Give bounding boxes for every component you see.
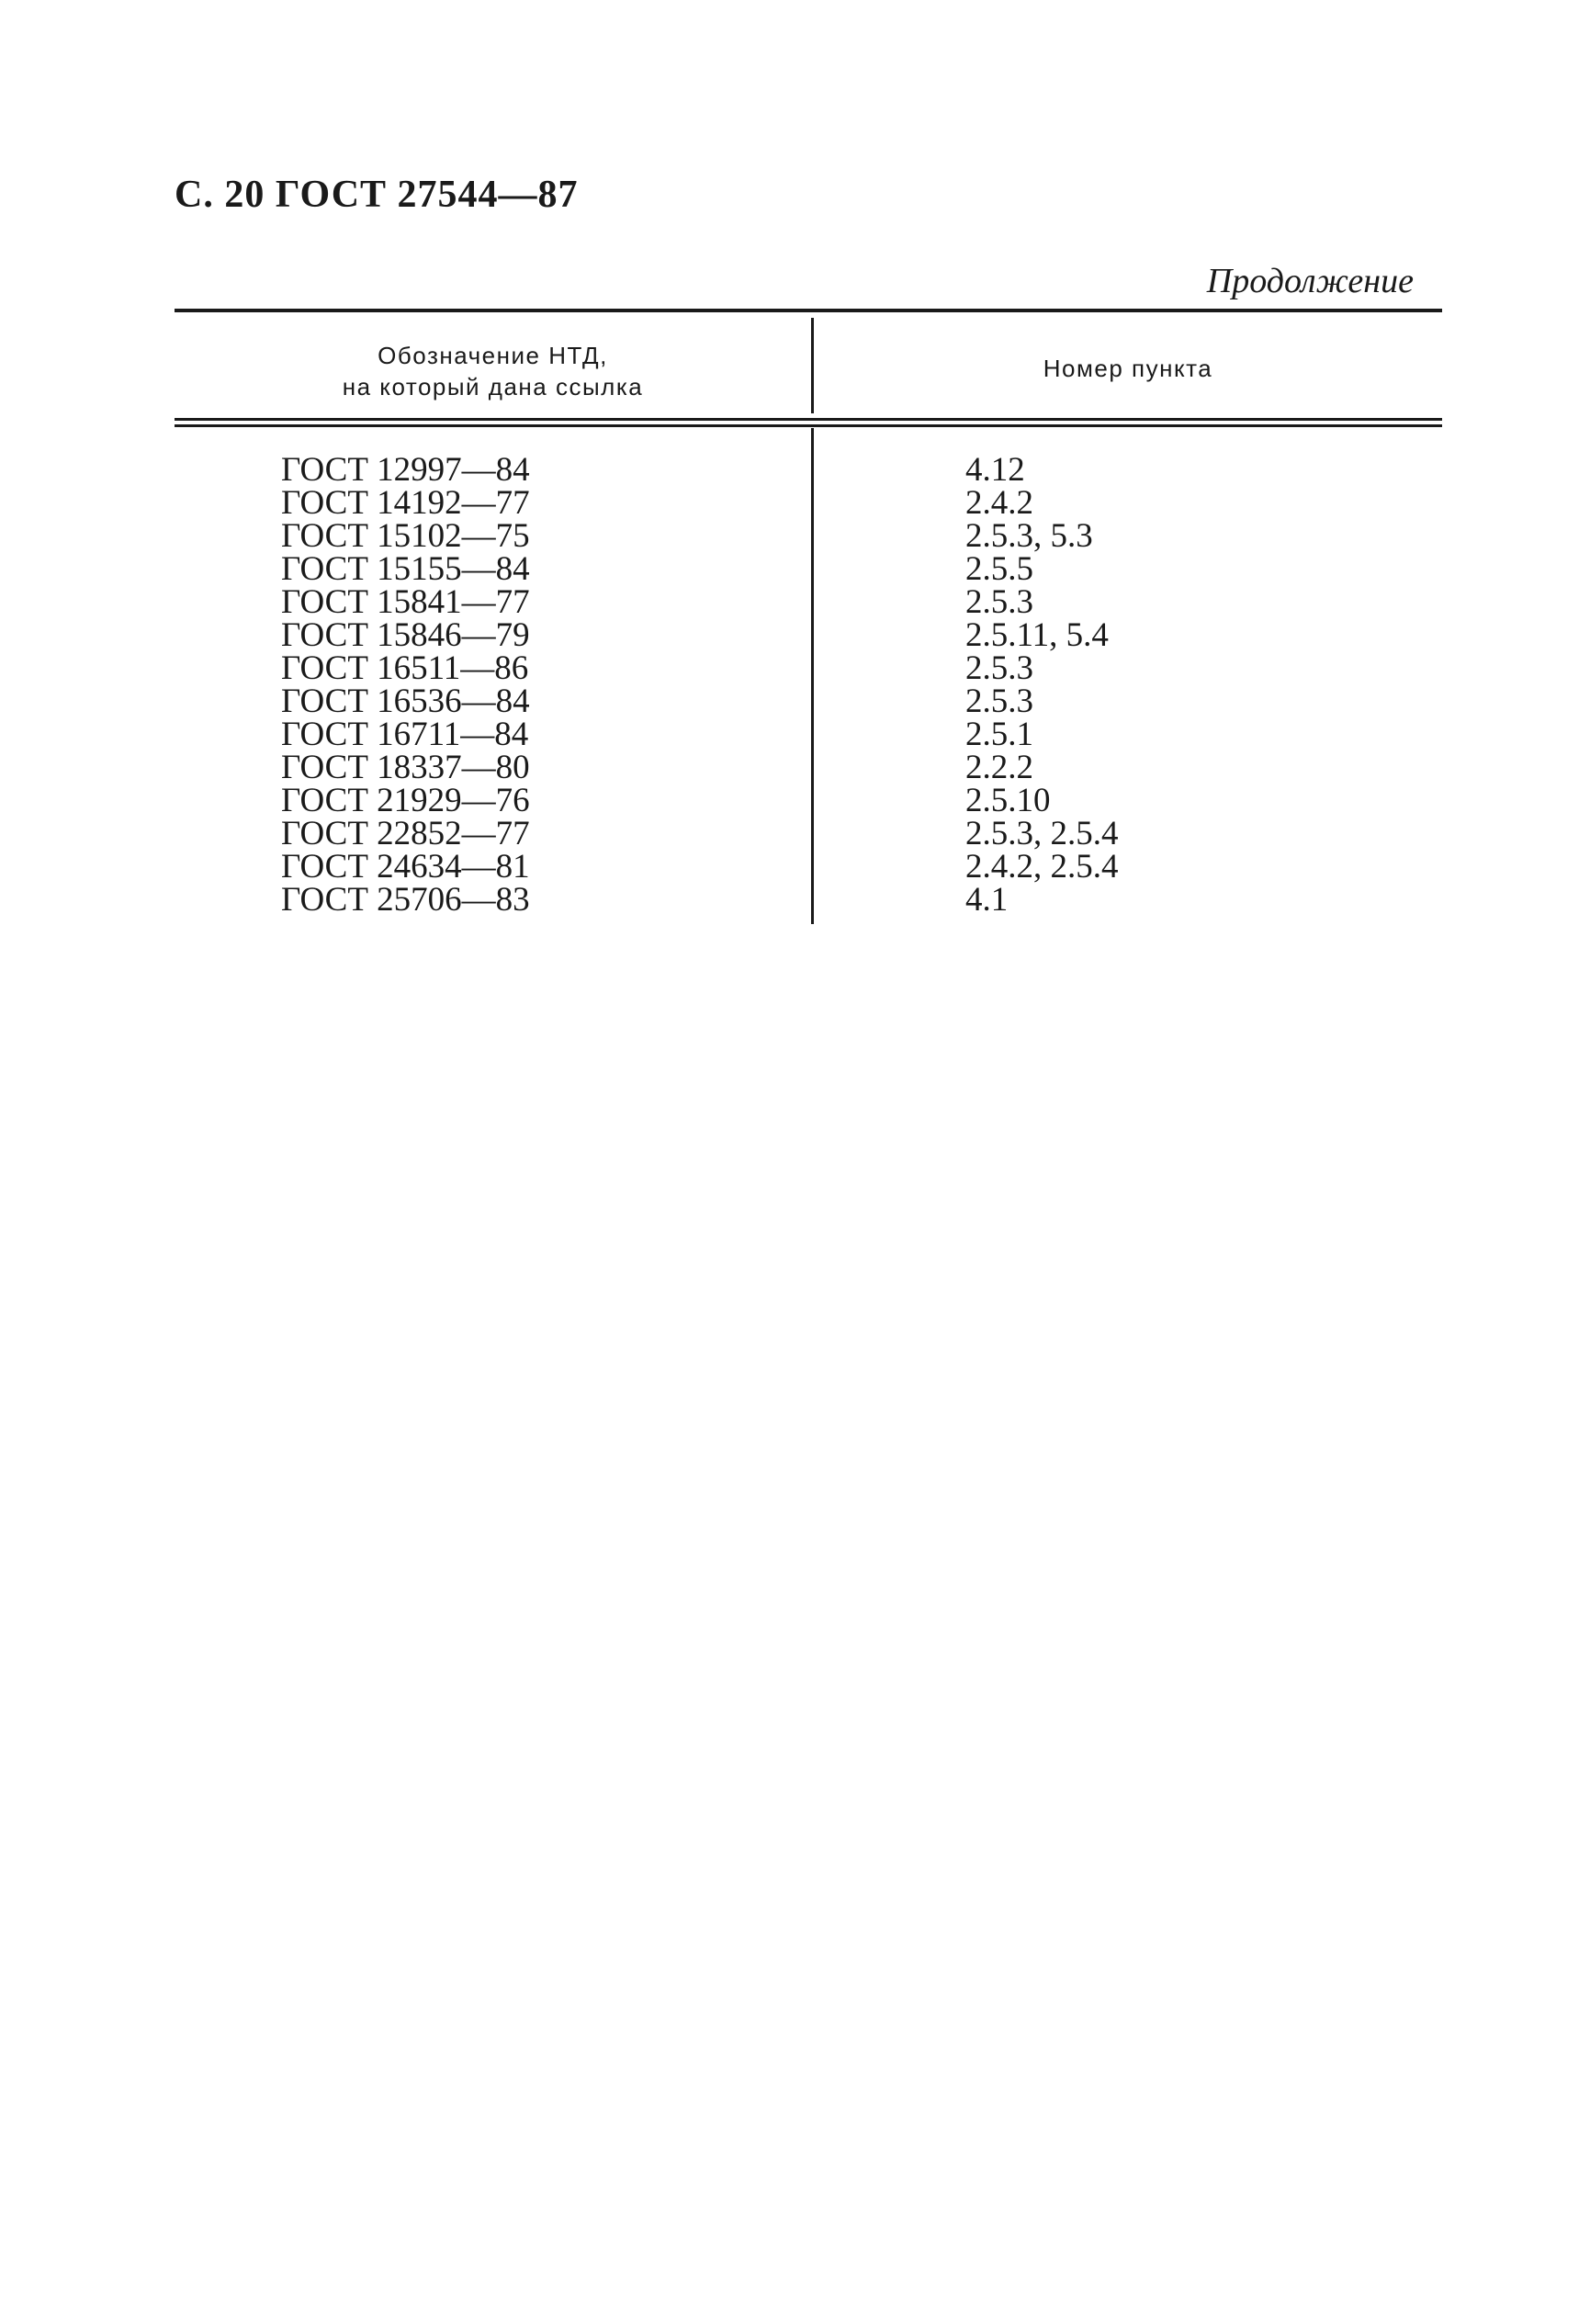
table-row <box>0 751 1590 784</box>
clause-cell: 2.5.5 <box>965 550 1033 588</box>
column-header-document-line1: Обозначение НТД, <box>378 342 608 369</box>
column-header-document-line2: на который дана ссылка <box>342 373 644 400</box>
table-row <box>0 583 1590 621</box>
document-cell: ГОСТ 15841—77 <box>281 583 530 621</box>
continuation-label: Продолжение <box>1206 262 1414 300</box>
clause-cell: 2.4.2 <box>965 484 1033 522</box>
document-cell: ГОСТ 21929—76 <box>281 782 530 819</box>
document-cell: ГОСТ 16536—84 <box>281 683 530 720</box>
table-row <box>0 649 1590 687</box>
table-row <box>0 881 1590 919</box>
table-row <box>0 550 1590 588</box>
document-cell: ГОСТ 15846—79 <box>281 616 530 654</box>
table-row <box>0 451 1590 489</box>
table-row <box>0 616 1590 654</box>
table-row <box>0 784 1590 818</box>
clause-cell: 4.1 <box>965 881 1009 919</box>
clause-cell: 2.5.3 <box>965 683 1033 720</box>
clause-cell: 2.5.1 <box>965 716 1033 753</box>
document-cell: ГОСТ 15155—84 <box>281 550 530 588</box>
table-row <box>0 718 1590 751</box>
clause-cell: 4.12 <box>965 451 1025 489</box>
document-cell: ГОСТ 24634—81 <box>281 848 530 886</box>
table-row <box>0 484 1590 522</box>
document-cell: ГОСТ 15102—75 <box>281 517 530 555</box>
clause-cell: 2.2.2 <box>965 749 1033 786</box>
document-cell: ГОСТ 25706—83 <box>281 881 530 919</box>
document-cell: ГОСТ 18337—80 <box>281 749 530 786</box>
document-cell: ГОСТ 22852—77 <box>281 815 530 852</box>
clause-cell: 2.5.3, 2.5.4 <box>965 815 1119 852</box>
clause-cell: 2.5.3 <box>965 649 1033 687</box>
clause-cell: 2.5.3, 5.3 <box>965 517 1093 555</box>
document-cell: ГОСТ 16711—84 <box>281 716 529 753</box>
table-row <box>0 517 1590 555</box>
header-double-rule-lower <box>175 424 1442 427</box>
clause-cell: 2.5.11, 5.4 <box>965 616 1109 654</box>
clause-cell: 2.5.10 <box>965 782 1051 819</box>
clause-cell: 2.4.2, 2.5.4 <box>965 848 1119 886</box>
document-cell: ГОСТ 14192—77 <box>281 484 530 522</box>
clause-cell: 2.5.3 <box>965 583 1033 621</box>
table-row <box>0 815 1590 852</box>
column-header-document <box>175 340 811 402</box>
table-body <box>0 451 1590 919</box>
table-row <box>0 685 1590 718</box>
table-row <box>0 848 1590 886</box>
column-header-clause-line1: Номер пункта <box>1043 355 1213 382</box>
document-cell: ГОСТ 12997—84 <box>281 451 530 489</box>
table-top-rule <box>175 309 1442 312</box>
page-header: С. 20 ГОСТ 27544—87 <box>175 174 579 216</box>
header-double-rule-upper <box>175 418 1442 421</box>
column-header-clause <box>814 353 1442 384</box>
document-cell: ГОСТ 16511—86 <box>281 649 529 687</box>
